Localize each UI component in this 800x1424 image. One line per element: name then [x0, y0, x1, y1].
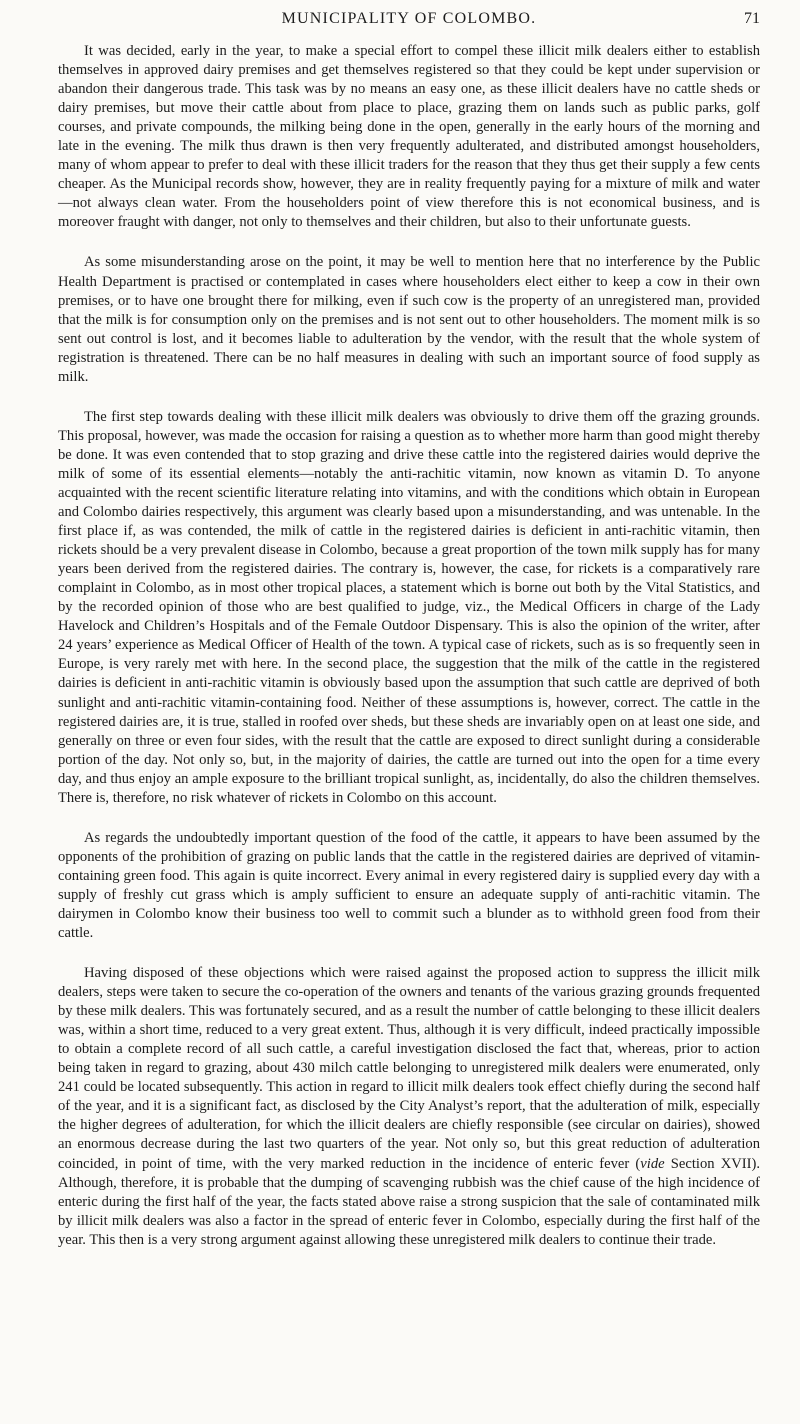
- page-number: 71: [744, 10, 760, 27]
- paragraph-illicit-dealers: It was decided, early in the year, to make a special effort to compel these illicit milk dealers either to establish themselves in approved dairy premises and get themselves registered so that they could be kept under supervision or abandon their dangerous trade. This task was by no means an easy one, as these illicit dealers have no cattle sheds or dairy premises, but move their cattle about from place to place, grazing them on lands such as public parks, golf courses, and private compounds, the milking being done in the open, generally in the early hours of the morning and late in the evening. The milk thus drawn is then very frequently adulterated, and distributed amongst householders, many of whom appear to prefer to deal with these illicit traders for the reason that they thus get their supply a few cents cheaper. As the Municipal records show, however, they are in reality frequently paying for a mixture of milk and water—not always clean water. From the householders point of view therefore this is not economical business, and is moreover fraught with danger, not only to themselves and their children, but also to their unfortunate guests.: [58, 43, 760, 231]
- paragraph-cattle-food: As regards the undoubtedly important question of the food of the cattle, it appears to have been assumed by the opponents of the prohibition of grazing on public lands that the cattle in the registered dairies are deprived of vitamin-containing green food. This again is quite incorrect. Every animal in every registered dairy is supplied every day with a supply of freshly cut grass which is amply sufficient to ensure an adequate supply of anti-rachitic vitamin. The dairymen in Colombo know their business too well to commit such a blunder as to withhold green food from their cattle.: [58, 829, 760, 942]
- paragraph-results-text-1: Having disposed of these objections which were raised against the proposed action to suppress the illicit milk dealers, steps were taken to secure the co-operation of the owners and tenants of the various grazing grounds frequented by these milk dealers. This was fortunately secured, and as a result the number of cattle belonging to these illicit dealers was, within a short time, reduced to a very great extent. Thus, although it is very difficult, indeed practically impossible to obtain a complete record of all such cattle, a careful investigation disclosed the fact that, whereas, prior to action being taken in regard to grazing, about 430 milch cattle belonging to unregistered milk dealers were enumerated, only 241 could be located subsequently. This action in regard to illicit milk dealers took effect chiefly during the second half of the year, and it is a significant fact, as disclosed by the City Analyst’s report, that the adulteration of milk, especially the higher degrees of adulteration, for which the illicit dealers are chiefly responsible (see circular on dairies), showed an enormous decrease during the last two quarters of the year. Not only so, but this great reduction of adulteration coincided, in point of time, with the very marked reduction in the incidence of enteric fever (: [58, 965, 760, 1172]
- paragraph-results: [58, 964, 760, 1250]
- running-header-title: MUNICIPALITY OF COLOMBO.: [281, 10, 537, 27]
- paragraph-results-text-2: Section XVII). Although, therefore, it is probable that the dumping of scavenging rubbish was the chief cause of the high incidence of enteric during the first half of the year, the facts stated above raise a strong suspicion that the sale of contaminated milk by illicit milk dealers was also a factor in the spread of enteric fever in Colombo, especially during the first half of the year. This then is a very strong argument against allowing these unregistered milk dealers to continue their trade.: [58, 1155, 760, 1248]
- vide-italic: vide: [640, 1155, 665, 1172]
- page-header: [58, 10, 760, 42]
- paragraph-misunderstanding: As some misunderstanding arose on the point, it may be well to mention here that no interference by the Public Health Department is practised or contemplated in cases where householders elect either to keep a cow in their own premises, or to have one brought there for milking, even if such cow is the property of an unregistered man, provided that the milk is for consumption only on the premises and is not sent out to other householders. The moment milk is so sent out control is lost, and it becomes liable to adulteration by the vendor, with the result that the whole system of registration is threatened. There can be no half measures in dealing with such an important source of food supply as milk.: [58, 254, 760, 385]
- paragraph-first-step: The first step towards dealing with these illicit milk dealers was obviously to drive them off the grazing grounds. This proposal, however, was made the occasion for raising a question as to whether more harm than good might thereby be done. It was even contended that to stop grazing and drive these cattle into the registered dairies would deprive the milk of some of its essential elements—notably the anti-rachitic vitamin, now known as vitamin D. To anyone acquainted with the recent scientific literature relating into vitamins, and with the conditions which obtain in European and Colombo dairies respectively, this argument was clearly based upon a misunderstanding, and was untenable. In the first place if, as was contended, the milk of cattle in the registered dairies is deficient in anti-rachitic vitamin, then rickets should be a very prevalent disease in Colombo, because a great proportion of the town milk supply has for many years been derived from the registered dairies. The contrary is, however, the case, for rickets is a comparatively rare complaint in Colombo, as in most other tropical places, a statement which is borne out both by the Vital Statistics, and by the recorded opinion of those who are best qualified to judge, viz., the Medical Officers in charge of the Lady Havelock and Children’s Hospitals and of the Female Outdoor Dispensary. This is also the opinion of the writer, after 24 years’ experience as Medical Officer of Health of the town. A typical case of rickets, such as is so frequently seen in Europe, is very rarely met with here. In the second place, the suggestion that the milk of the cattle in the registered dairies is deficient in anti-rachitic vitamin is obviously based upon the assumption that such cattle are deprived of both sunlight and anti-rachitic vitamin-containing food. Neither of these assumptions is, however, correct. The cattle in the registered dairies are, it is true, stalled in roofed over sheds, but these sheds are invariably open on at least one side, and generally on three or even four sides, with the result that the cattle are exposed to direct sunlight during a considerable portion of the day. Not only so, but, in the majority of dairies, the cattle are turned out into the open for a time every day, and thus enjoy an ample exposure to the brilliant tropical sunlight, as, incidentally, do also the children themselves. There is, therefore, no risk whatever of rickets in Colombo on this account.: [58, 408, 760, 806]
